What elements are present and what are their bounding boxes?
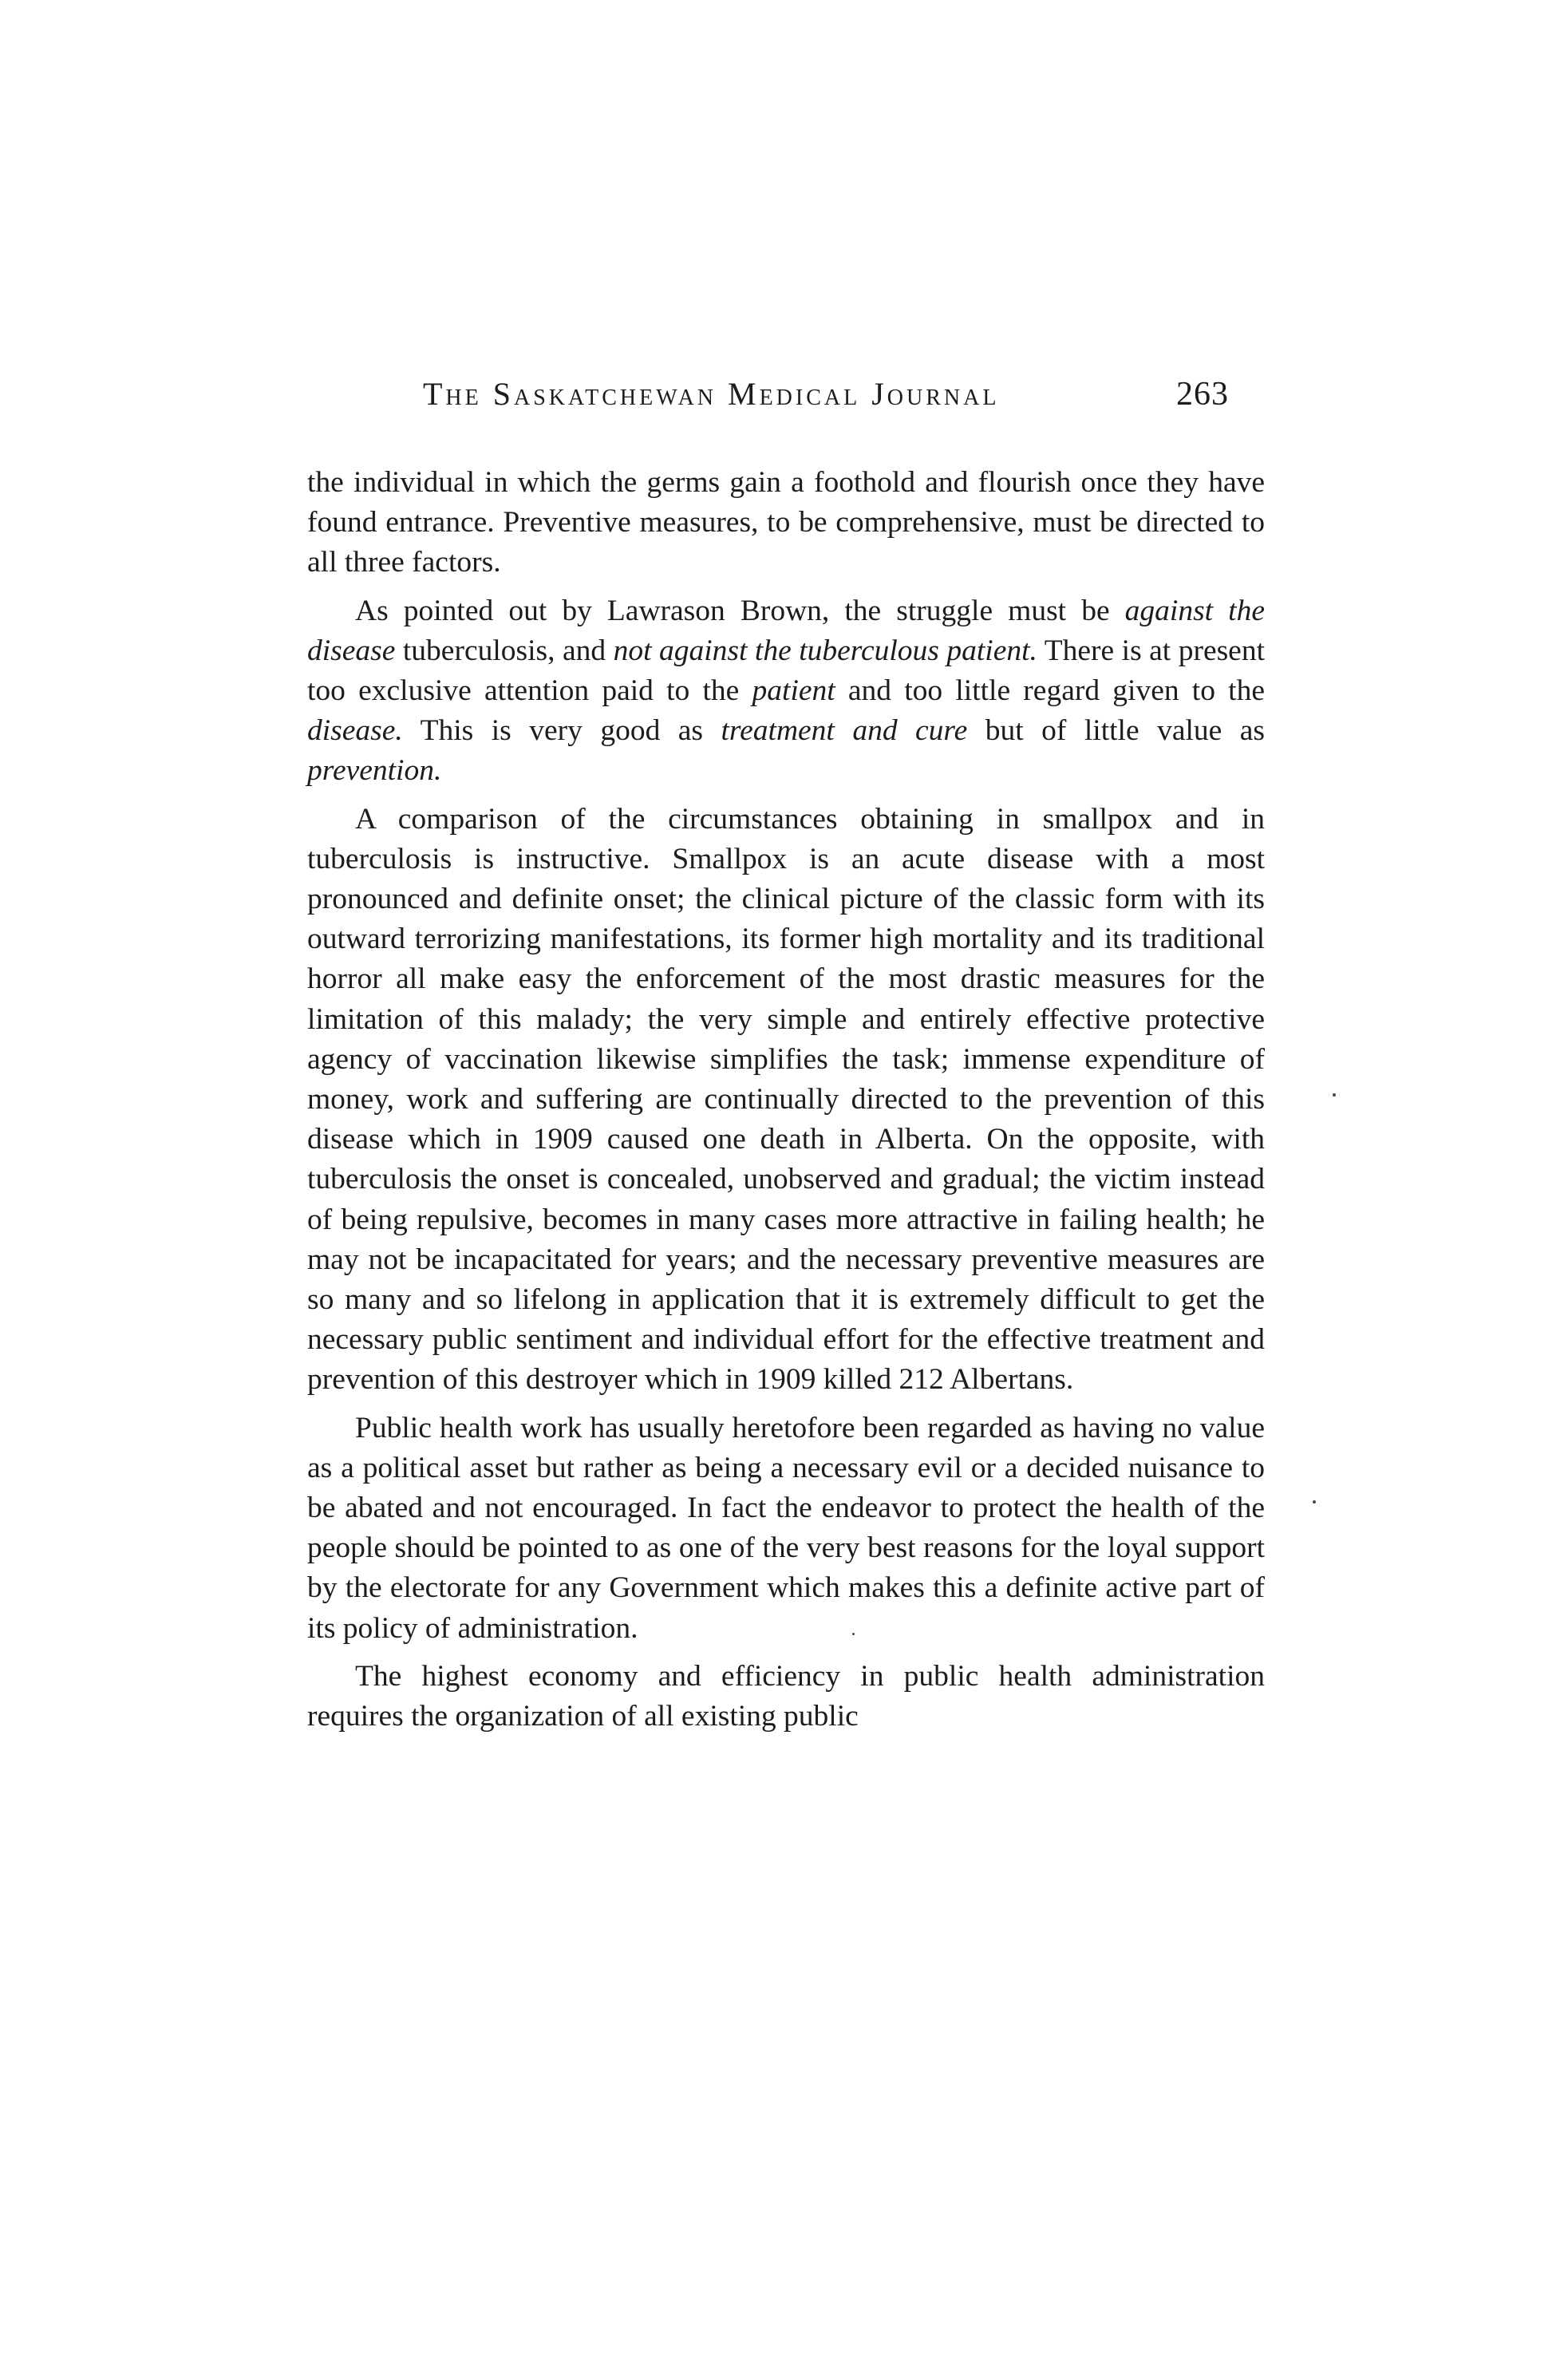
running-title: The Saskatchewan Medical Journal	[423, 376, 1000, 412]
print-speck	[1313, 1500, 1316, 1504]
text-run: A comparison of the circumstances obtaining in smallpox and in tuberculosis is instructive. Smallpox is an acute disease with a most pronounced and definite onset; the clinical picture of the classic form with its outward terrorizing manifestations, its former high mortality and its traditional horror all make easy the enforcement of the most drastic measures for the limitation of this malady; the very simple and entirely effective protective agency of vaccination likewise simplifies the task; immense expenditure of money, work and suffering are continually directed to the prevention of this disease which in 1909 caused one death in Alberta. On the opposite, with tuberculosis the onset is concealed, unobserved and gradual; the victim instead of being repulsive, becomes in many cases more attractive in failing health; he may not be incapacitated for years; and the necessary preventive measures are so many and so lifelong in application that it is extremely difficult to get the necessary public sentiment and individual effort for the effective treatment and prevention of this destroyer which in 1909 killed 212 Albertans.	[307, 802, 1265, 1397]
italic-text: prevention.	[307, 754, 442, 788]
page-number: 263	[1176, 376, 1229, 413]
italic-text: patient	[752, 674, 835, 708]
paragraph	[307, 800, 1265, 1401]
italic-text: treatment and cure	[721, 714, 968, 748]
italic-text: disease.	[307, 714, 403, 748]
text-run: As pointed out by Lawrason Brown, the struggle must be	[355, 594, 1125, 627]
paragraph	[307, 1409, 1265, 1649]
text-run: tuberculosis, and	[395, 634, 614, 667]
text-run: but of little value as	[967, 714, 1266, 748]
text-run: the individual in which the germs gain a foothold and flourish once they have found entrance. Preventive measures, to be comprehensive, must be directed to all three factors.	[307, 466, 1265, 579]
italic-text: against the disease	[307, 594, 1265, 667]
body-text	[307, 463, 1265, 1737]
italic-text: not against the tuberculous patient.	[613, 634, 1037, 667]
paragraph	[307, 591, 1265, 792]
print-speck	[852, 1633, 855, 1635]
paragraph	[307, 1657, 1265, 1737]
text-run: This is very good as	[402, 714, 721, 748]
text-run: The highest economy and efficiency in public health administration requires the organization of all existing public	[307, 1659, 1265, 1733]
print-speck	[1333, 1093, 1336, 1097]
running-head	[423, 375, 1229, 423]
text-run: Public health work has usually heretofore been regarded as having no value as a political asset but rather as being a necessary evil or a decided nuisance to be abated and not encouraged. In fact the endeavor to protect the health of the people should be pointed to as one of the very best reasons for the loyal support by the electorate for any Government which makes this a definite active part of its policy of administration.	[307, 1411, 1265, 1645]
text-run: There is at present too exclusive attention paid to the	[307, 634, 1265, 708]
text-run: and too little regard given to the	[835, 674, 1265, 708]
paragraph	[307, 463, 1265, 583]
